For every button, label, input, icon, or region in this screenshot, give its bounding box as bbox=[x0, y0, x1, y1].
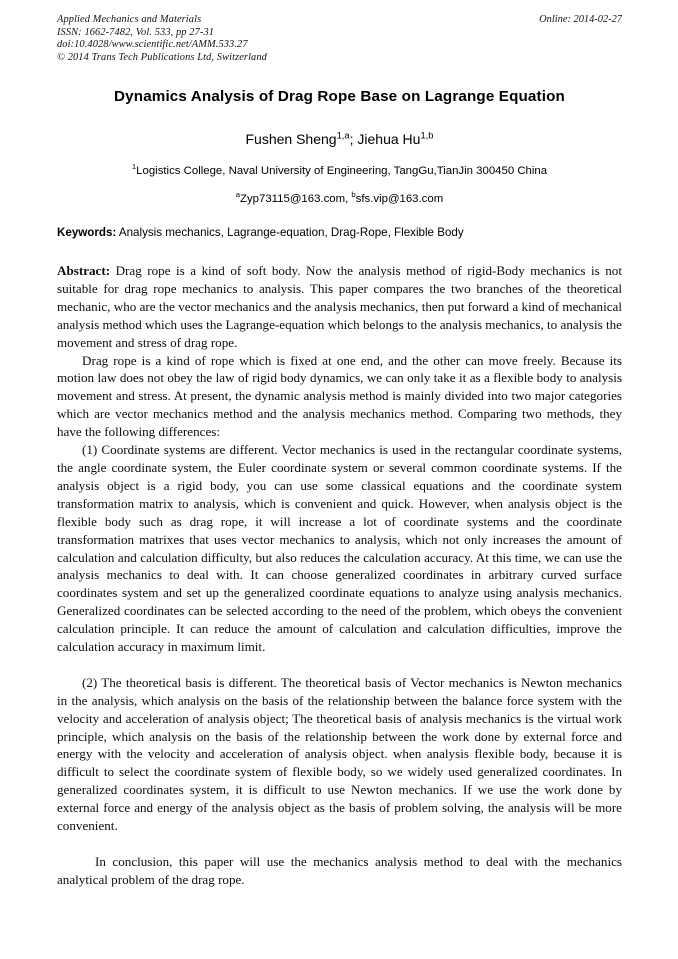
paragraph-conclusion: In conclusion, this paper will use the mechanics analysis method to deal with the mechanics analytical problem of the drag rope. bbox=[57, 853, 622, 887]
email-address-a[interactable]: Zyp73115@163.com, bbox=[240, 193, 349, 205]
author-line bbox=[57, 130, 622, 148]
keywords-list: Analysis mechanics, Lagrange-equation, Drag-Rope, Flexible Body bbox=[118, 226, 464, 239]
affiliation-text: Logistics College, Naval University of Engineering, TangGu,TianJin 300450 China bbox=[136, 165, 548, 177]
keywords-label: Keywords: bbox=[57, 226, 117, 239]
copyright-line: © 2014 Trans Tech Publications Ltd, Switzerland bbox=[57, 51, 267, 63]
author-name-2: Jiehua Hu bbox=[357, 131, 421, 147]
doi-line: doi:10.4028/www.scientific.net/AMM.533.27 bbox=[57, 39, 248, 51]
abstract-text: Drag rope is a kind of soft body. Now the analysis method of rigid-Body mechanics is not suitable for drag rope mechanics to analysis. This paper compares the two branches of the theoretical mechanic, who are the vector mechanics and the analysis mechanics, then put forward a kind of mechanical analysis method which uses the Lagrange-equation which belongs to the analysis mechanics, to analysis the movement and stress of drag rope. bbox=[57, 263, 622, 350]
running-head-left bbox=[57, 14, 267, 64]
email-mark-a: a bbox=[235, 190, 241, 200]
issn-line: ISSN: 1662-7482, Vol. 533, pp 27-31 bbox=[57, 26, 215, 38]
article-body bbox=[57, 262, 622, 889]
affiliation-line bbox=[57, 164, 622, 179]
author-name-1: Fushen Sheng bbox=[245, 131, 337, 147]
online-date: Online: 2014-02-27 bbox=[539, 14, 622, 25]
author-separator: ; bbox=[349, 131, 358, 147]
author-marks-1: 1,a bbox=[336, 130, 350, 141]
running-head bbox=[57, 14, 622, 70]
paragraph-intro: Drag rope is a kind of rope which is fixed at one end, and the other can move freely. Because its motion law does not obey the law of rigid body dynamics, we can only take it as a flexible body to analysis movement and stress. At present, the dynamic analysis method is mainly divided into two major categories which are vector mechanics method and the analysis mechanics method. Comparing two methods, they have the following differences: bbox=[57, 352, 622, 440]
keywords-line bbox=[57, 225, 622, 240]
abstract-label: Abstract: bbox=[57, 263, 111, 278]
affiliation-mark: 1 bbox=[131, 162, 137, 172]
author-marks-2: 1,b bbox=[420, 130, 434, 141]
journal-name: Applied Mechanics and Materials bbox=[57, 14, 202, 25]
email-line bbox=[57, 192, 622, 207]
paragraph-point-1: (1) Coordinate systems are different. Vector mechanics is used in the rectangular coordinate systems, the angle coordinate system, the Euler coordinate system or several common coordinate systems. If the analysis object is a rigid body, you can use some classical equations and the coordinate system transformation matrix to analysis, which is convenient and quick. However, when analysis object is the flexible body such as drag rope, it will increase a lot of coordinate systems and the coordinate transformation matrixes that uses vector mechanics to analysis, which not only increases the amount of calculation and calculation difficulty, but also reduces the calculation accuracy. At this time, we can use the analysis mechanics to deal with. It can choose generalized coordinates in arbitrary curved surface coordinates system and set up the generalized coordinate equations to analyze using analysis mechanics. Generalized coordinates can be selected according to the need of the problem, which obeys the convenient calculation principle. It can reduce the amount of calculation and calculation difficulties, improve the calculation accuracy in maximum limit. bbox=[57, 442, 622, 655]
email-mark-b: b bbox=[351, 190, 356, 200]
page-title: Dynamics Analysis of Drag Rope Base on Lagrange Equation bbox=[114, 88, 565, 105]
paragraph-point-2: (2) The theoretical basis is different. The theoretical basis of Vector mechanics is Newton mechanics in the analysis, which analysis on the basis of the relationship between the balance force system with the velocity and acceleration of analysis object; The theoretical basis of analysis mechanics is the virtual work principle, which analysis on the basis of the relationship between the work done by external force and energy with the velocity and acceleration of analysis object. when analysis flexible body, because it is difficult to select the coordinate system of flexible body, so we widely used generalized coordinates. In generalized coordinates system, it is difficult to use Newton mechanics. If we use the work done by external force and energy of the analysis object as the basis of problem solving, the analysis will be more convenient. bbox=[57, 674, 622, 834]
email-address-b[interactable]: sfs.vip@163.com bbox=[355, 193, 444, 205]
abstract-paragraph bbox=[57, 262, 622, 352]
